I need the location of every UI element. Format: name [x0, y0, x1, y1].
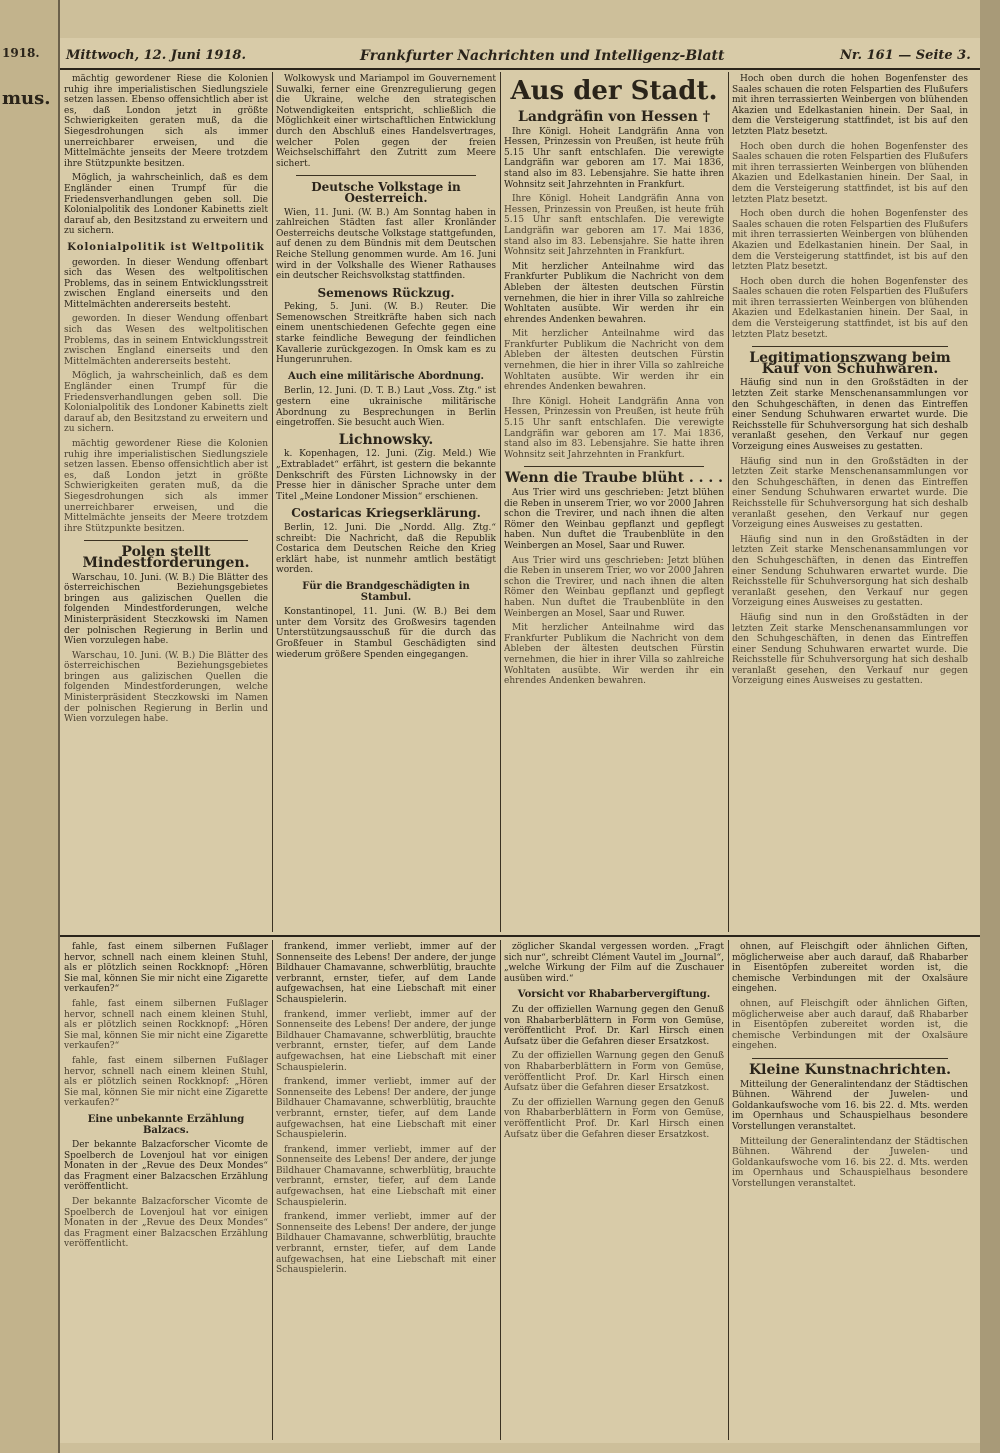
- article-text: Warschau, 10. Juni. (W. B.) Die Blätter des österreichischen Beziehungsgebietes bringen aus galizischen Quellen die folgenden Mindestforderungen, welche Ministerpräsident Steczkowski im Namen der polnischen Regierung in Berlin und Wien vorzulegen habe.: [64, 650, 268, 725]
- column-rule: [728, 940, 729, 1440]
- article-headline: Für die Brandgeschädigten in Stambul.: [302, 580, 470, 603]
- article-text: fahle, fast einem silbernen Fußlager hervor, schnell nach einem kleinen Stuhl, als er plötzlich seinen Rockknopf: „Hören Sie mal, können Sie mir nicht eine Zigarette verkaufen?“: [64, 998, 268, 1052]
- article-text: geworden. In dieser Wendung offenbart sich das Wesen des weltpolitischen Problems, das in seinem Entwicklungsstreit zwischen England einerseits und den Mittelmächten andererseits besteht.: [64, 257, 268, 310]
- article-text: frankend, immer verliebt, immer auf der Sonnenseite des Lebens! Der andere, der junge Bildhauer Chamavanne, schwerblütig, brauchte verbrannt, ernster, tiefer, auf dem Lande aufgewachsen, hat eine Liebschaft mit einer Schauspielerin.: [276, 1212, 496, 1276]
- article-text: frankend, immer verliebt, immer auf der Sonnenseite des Lebens! Der andere, der junge Bildhauer Chamavanne, schwerblütig, brauchte verbrannt, ernster, tiefer, auf dem Lande aufgewachsen, hat eine Liebschaft mit einer Schauspielerin.: [276, 1144, 496, 1208]
- article-headline: Deutsche Volkstage in Oesterreich.: [311, 180, 461, 205]
- article-headline: Semenows Rückzug.: [317, 285, 455, 300]
- article-text: Häufig sind nun in den Großstädten in der letzten Zeit starke Menschenansammlungen vor den Schuhgeschäften, in denen das Eintreffen einer Sendung Schuhwaren erwartet wurde. Die Reichsstelle für Schuhversorgung hat sich deshalb veranlaßt gesehen, den Verkauf nur gegen Vorzeigung eines Ausweises zu gestatten.: [732, 456, 968, 531]
- column-4: [732, 74, 968, 930]
- column-rule: [500, 72, 501, 932]
- article-text: Berlin, 12. Juni. Die „Nordd. Allg. Ztg.“ schreibt: Die Nachricht, daß die Republik Costarica dem Deutschen Reiche den Krieg erklärt habe, ist nunmehr amtlich bestätigt worden.: [276, 522, 496, 576]
- article-text: Aus Trier wird uns geschrieben: Jetzt blühen die Reben in unserem Trier, wo vor 2000 Jahren schon die Trevirer, und nach ihnen die alten Römer den Weinbau gepflanzt und gepflegt haben. Nun duftet die Traubenblüte in den Weinbergen an Mosel, Saar und Ruwer.: [504, 488, 724, 551]
- article-text: Wien, 11. Juni. (W. B.) Am Sonntag haben in zahlreichen Städten fast aller Kronländer Oesterreichs deutsche Volkstage stattgefunden, auf denen zu dem Bündnis mit dem Deutschen Reiche Stellung genommen wurde. Am 16. Juni wird in der Volkshalle des Wiener Rathauses ein deutscher Reichsvolkstag stattfinden.: [276, 207, 496, 282]
- article-text: Ihre Königl. Hoheit Landgräfin Anna von Hessen, Prinzessin von Preußen, ist heute früh 5.15 Uhr sanft entschlafen. Die verewigte Landgräfin war geboren am 17. Mai 1836, stand also im 83. Lebensjahre. Sie hatte ihren Wohnsitz seit Jahrzehnten in Frankfurt.: [504, 194, 724, 258]
- article-text: Hoch oben durch die hohen Bogenfenster des Saales schauen die roten Felspartien des Flußufers mit ihren terrassierten Weinbergen von blühenden Akazien und Edelkastanien hinein. Der Saal, in dem die Versteigerung stattfindet, ist bis auf den letzten Platz besetzt.: [732, 276, 968, 340]
- section-title: Aus der Stadt.: [510, 76, 718, 106]
- article-text: Möglich, ja wahrscheinlich, daß es dem Engländer einen Trumpf für die Friedensverhandlungen geben soll. Die Kolonialpolitik des Londoner Kabinetts zielt darauf ab, den Besitzstand zu erweitern und zu sichern.: [64, 173, 268, 237]
- article-text: Mit herzlicher Anteilnahme wird das Frankfurter Publikum die Nachricht von dem Ableben der ältesten deutschen Fürstin vernehmen, die hier in ihrer Villa so zahlreiche Wohltaten ausübte. Wir werden ihr ein ehrendes Andenken bewahren.: [504, 261, 724, 325]
- article-headline: Wenn die Traube blüht . . . .: [504, 470, 724, 487]
- column-2: [276, 74, 496, 930]
- article-headline: Eine unbekannte Erzählung Balzacs.: [87, 1113, 245, 1136]
- article-text: mächtig gewordener Riese die Kolonien ruhig ihre imperialistischen Siedlungsziele setzen lassen. Ebenso offensichtlich aber ist es, daß London jetzt in größte Schwierigkeiten geraten muß, da die Siegesdrohungen sich als immer unerreichbarer erweisen, und die Mittelmächte jenseits der Meere trotzdem ihre Stützpunkte besitzen.: [64, 439, 268, 534]
- article-text: ohnen, auf Fleischgift oder ähnlichen Giften, möglicherweise aber auch darauf, daß Rhabarber in Eisentöpfen zubereitet worden ist, die chemische Verbindungen mit der Oxalsäure eingehen.: [732, 942, 968, 995]
- article-headline: Legitimationszwang beim Kauf von Schuhwaren.: [749, 350, 951, 377]
- divider: [752, 1058, 948, 1059]
- feuilleton-column-3: [504, 942, 724, 1437]
- article-text: frankend, immer verliebt, immer auf der Sonnenseite des Lebens! Der andere, der junge Bildhauer Chamavanne, schwerblütig, brauchte verbrannt, ernster, tiefer, auf dem Lande aufgewachsen, hat eine Liebschaft mit einer Schauspielerin.: [276, 1009, 496, 1073]
- article-text: Ihre Königl. Hoheit Landgräfin Anna von Hessen, Prinzessin von Preußen, ist heute früh 5.15 Uhr sanft entschlafen. Die verewigte Landgräfin war geboren am 17. Mai 1836, stand also im 83. Lebensjahre. Sie hatte ihren Wohnsitz seit Jahrzehnten in Frankfurt.: [504, 126, 724, 190]
- article-text: Häufig sind nun in den Großstädten in der letzten Zeit starke Menschenansammlungen vor den Schuhgeschäften, in denen das Eintreffen einer Sendung Schuhwaren erwartet wurde. Die Reichsstelle für Schuhversorgung hat sich deshalb veranlaßt gesehen, den Verkauf nur gegen Vorzeigung eines Ausweises zu gestatten.: [732, 612, 968, 687]
- section-subhead: Kolonialpolitik ist Weltpolitik: [67, 241, 265, 253]
- article-text: Mit herzlicher Anteilnahme wird das Frankfurter Publikum die Nachricht von dem Ableben der ältesten deutschen Fürstin vernehmen, die hier in ihrer Villa so zahlreiche Wohltaten ausübte. Wir werden ihr ein ehrendes Andenken bewahren.: [504, 329, 724, 393]
- divider: [524, 466, 704, 467]
- article-headline: Landgräfin von Hessen †: [517, 109, 711, 125]
- masthead-date: Mittwoch, 12. Juni 1918.: [66, 48, 246, 63]
- article-text: Häufig sind nun in den Großstädten in der letzten Zeit starke Menschenansammlungen vor den Schuhgeschäften, in denen das Eintreffen einer Sendung Schuhwaren erwartet wurde. Die Reichsstelle für Schuhversorgung hat sich deshalb veranlaßt gesehen, den Verkauf nur gegen Vorzeigung eines Ausweises zu gestatten.: [732, 534, 968, 609]
- article-text: Zu der offiziellen Warnung gegen den Genuß von Rhabarberblättern in Form von Gemüse, veröffentlicht Prof. Dr. Karl Hirsch einen Aufsatz über die Gefahren dieser Ersatzkost.: [504, 1004, 724, 1047]
- article-text: Wolkowysk und Mariampol im Gouvernement Suwalki, ferner eine Grenzregulierung gegen die Ukraine, welche den strategischen Notwendigkeiten entspricht, schließlich die Möglichkeit einer wirtschaftlichen Entwicklung durch den Abschluß eines Handelsvertrages, welcher Polen gegen der freien Weichselschiffahrt den Zutritt zum Meere sichert.: [276, 74, 496, 169]
- article-headline: Vorsicht vor Rhabarbervergiftung.: [517, 989, 711, 1001]
- article-text: Ihre Königl. Hoheit Landgräfin Anna von Hessen, Prinzessin von Preußen, ist heute früh 5.15 Uhr sanft entschlafen. Die verewigte Landgräfin war geboren am 17. Mai 1836, stand also im 83. Lebensjahre. Sie hatte ihren Wohnsitz seit Jahrzehnten in Frankfurt.: [504, 396, 724, 460]
- adjacent-page-strip: [0, 0, 60, 1453]
- article-text: Möglich, ja wahrscheinlich, daß es dem Engländer einen Trumpf für die Friedensverhandlungen geben soll. Die Kolonialpolitik des Londoner Kabinetts zielt darauf ab, den Besitzstand zu erweitern und zu sichern.: [64, 371, 268, 435]
- divider: [752, 346, 948, 347]
- article-headline: Lichnowsky.: [338, 431, 434, 448]
- article-text: Hoch oben durch die hohen Bogenfenster des Saales schauen die roten Felspartien des Flußufers mit ihren terrassierten Weinbergen von blühenden Akazien und Edelkastanien hinein. Der Saal, in dem die Versteigerung stattfindet, ist bis auf den letzten Platz besetzt.: [732, 141, 968, 205]
- article-text: frankend, immer verliebt, immer auf der Sonnenseite des Lebens! Der andere, der junge Bildhauer Chamavanne, schwerblütig, brauchte verbrannt, ernster, tiefer, auf dem Lande aufgewachsen, hat eine Liebschaft mit einer Schauspielerin.: [276, 1077, 496, 1141]
- article-text: Mitteilung der Generalintendanz der Städtischen Bühnen. Während der Juwelen- und Goldankaufswoche vom 16. bis 22. d. Mts. werden im Opernhaus und Schauspielhaus besondere Vorstellungen veranstaltet.: [732, 1136, 968, 1189]
- article-text: geworden. In dieser Wendung offenbart sich das Wesen des weltpolitischen Problems, das in seinem Entwicklungsstreit zwischen England einerseits und den Mittelmächten andererseits besteht.: [64, 314, 268, 367]
- article-headline: Polen stellt Mindestforderungen.: [82, 544, 250, 571]
- column-1: [64, 74, 268, 930]
- column-3: [504, 74, 724, 930]
- page-edge: [980, 0, 1000, 1453]
- article-text: Warschau, 10. Juni. (W. B.) Die Blätter des österreichischen Beziehungsgebietes bringen aus galizischen Quellen die folgenden Mindestforderungen, welche Ministerpräsident Steczkowski im Namen der polnischen Regierung in Berlin und Wien vorzulegen habe.: [64, 572, 268, 647]
- article-headline: Auch eine militärische Abordnung.: [287, 370, 485, 382]
- masthead-page: Nr. 161 — Seite 3.: [840, 48, 971, 63]
- column-rule: [272, 940, 273, 1440]
- column-rule: [728, 72, 729, 932]
- article-text: frankend, immer verliebt, immer auf der Sonnenseite des Lebens! Der andere, der junge Bildhauer Chamavanne, schwerblütig, brauchte verbrannt, ernster, tiefer, auf dem Lande aufgewachsen, hat eine Liebschaft mit einer Schauspielerin.: [276, 942, 496, 1005]
- divider: [84, 540, 248, 541]
- article-text: Hoch oben durch die hohen Bogenfenster des Saales schauen die roten Felspartien des Flußufers mit ihren terrassierten Weinbergen von blühenden Akazien und Edelkastanien hinein. Der Saal, in dem die Versteigerung stattfindet, ist bis auf den letzten Platz besetzt.: [732, 74, 968, 137]
- article-text: Peking, 5. Juni. (W. B.) Reuter. Die Semenowschen Streitkräfte haben sich nach einem unentschiedenen Gefechte gegen eine starke feindliche Bewegung der feindlichen Kavallerie zurückgezogen. In Omsk kam es zu Hungerunruhen.: [276, 302, 496, 366]
- article-text: k. Kopenhagen, 12. Juni. (Zig. Meld.) Wie „Extrabladet“ erfährt, ist gestern die bekannte Denkschrift des Fürsten Lichnowsky in der Presse hier in dänischer Sprache unter dem Titel „Meine Londoner Mission“ erschienen.: [276, 449, 496, 502]
- article-text: Aus Trier wird uns geschrieben: Jetzt blühen die Reben in unserem Trier, wo vor 2000 Jahren schon die Trevirer, und nach ihnen die alten Römer den Weinbau gepflanzt und gepflegt haben. Nun duftet die Traubenblüte in den Weinbergen an Mosel, Saar und Ruwer.: [504, 555, 724, 619]
- adjacent-year: 1918.: [2, 46, 40, 60]
- article-text: Zu der offiziellen Warnung gegen den Genuß von Rhabarberblättern in Form von Gemüse, veröffentlicht Prof. Dr. Karl Hirsch einen Aufsatz über die Gefahren dieser Ersatzkost.: [504, 1097, 724, 1140]
- feuilleton-column-1: [64, 942, 268, 1437]
- article-text: fahle, fast einem silbernen Fußlager hervor, schnell nach einem kleinen Stuhl, als er plötzlich seinen Rockknopf: „Hören Sie mal, können Sie mir nicht eine Zigarette verkaufen?“: [64, 1055, 268, 1109]
- feuilleton-rule: [60, 935, 980, 937]
- article-text: Berlin, 12. Juni. (D. T. B.) Laut „Voss. Ztg.“ ist gestern eine ukrainische militärische Abordnung zu Besprechungen in Berlin eingetroffen. Sie besucht auch Wien.: [276, 386, 496, 429]
- article-text: zöglicher Skandal vergessen worden. „Fragt sich nur“, schreibt Clément Vautel im „Journal“, „welche Wirkung der Film auf die Zuschauer ausüben wird.“: [504, 942, 724, 984]
- article-text: fahle, fast einem silbernen Fußlager hervor, schnell nach einem kleinen Stuhl, als er plötzlich seinen Rockknopf: „Hören Sie mal, können Sie mir nicht eine Zigarette verkaufen?“: [64, 942, 268, 995]
- divider: [296, 175, 476, 176]
- article-text: Der bekannte Balzacforscher Vicomte de Spoelberch de Lovenjoul hat vor einigen Monaten in der „Revue des Deux Mondes“ das Fragment einer Balzacschen Erzählung veröffentlicht.: [64, 1140, 268, 1193]
- article-text: Mit herzlicher Anteilnahme wird das Frankfurter Publikum die Nachricht von dem Ableben der ältesten deutschen Fürstin vernehmen, die hier in ihrer Villa so zahlreiche Wohltaten ausübte. Wir werden ihr ein ehrendes Andenken bewahren.: [504, 623, 724, 687]
- article-text: mächtig gewordener Riese die Kolonien ruhig ihre imperialistischen Siedlungsziele setzen lassen. Ebenso offensichtlich aber ist es, daß London jetzt in größte Schwierigkeiten geraten muß, da die Siegesdrohungen sich als immer unerreichbarer erweisen, und die Mittelmächte jenseits der Meere trotzdem ihre Stützpunkte besitzen.: [64, 74, 268, 169]
- article-text: Mitteilung der Generalintendanz der Städtischen Bühnen. Während der Juwelen- und Goldankaufswoche vom 16. bis 22. d. Mts. werden im Opernhaus und Schauspielhaus besondere Vorstellungen veranstaltet.: [732, 1079, 968, 1132]
- column-rule: [272, 72, 273, 932]
- article-text: Konstantinopel, 11. Juni. (W. B.) Bei dem unter dem Vorsitz des Großwesirs tagenden Unterstützungsausschuß für die durch das Großfeuer in Stambul Geschädigten sind wiederum größere Spenden eingegangen.: [276, 607, 496, 660]
- feuilleton-column-4: [732, 942, 968, 1437]
- article-headline: Costaricas Kriegserklärung.: [291, 506, 481, 521]
- article-headline: Kleine Kunstnachrichten.: [748, 1061, 951, 1078]
- article-text: Hoch oben durch die hohen Bogenfenster des Saales schauen die roten Felspartien des Flußufers mit ihren terrassierten Weinbergen von blühenden Akazien und Edelkastanien hinein. Der Saal, in dem die Versteigerung stattfindet, ist bis auf den letzten Platz besetzt.: [732, 209, 968, 273]
- article-text: ohnen, auf Fleischgift oder ähnlichen Giften, möglicherweise aber auch darauf, daß Rhabarber in Eisentöpfen zubereitet worden ist, die chemische Verbindungen mit der Oxalsäure eingehen.: [732, 998, 968, 1052]
- column-rule: [500, 940, 501, 1440]
- masthead: [60, 44, 980, 70]
- feuilleton-column-2: [276, 942, 496, 1437]
- article-text: Der bekannte Balzacforscher Vicomte de Spoelberch de Lovenjoul hat vor einigen Monaten in der „Revue des Deux Mondes“ das Fragment einer Balzacschen Erzählung veröffentlicht.: [64, 1197, 268, 1250]
- article-text: Häufig sind nun in den Großstädten in der letzten Zeit starke Menschenansammlungen vor den Schuhgeschäften, in denen das Eintreffen einer Sendung Schuhwaren erwartet wurde. Die Reichsstelle für Schuhversorgung hat sich deshalb veranlaßt gesehen, den Verkauf nur gegen Vorzeigung eines Ausweises zu gestatten.: [732, 378, 968, 452]
- article-text: Zu der offiziellen Warnung gegen den Genuß von Rhabarberblättern in Form von Gemüse, veröffentlicht Prof. Dr. Karl Hirsch einen Aufsatz über die Gefahren dieser Ersatzkost.: [504, 1051, 724, 1094]
- masthead-title: Frankfurter Nachrichten und Intelligenz-Blatt: [360, 48, 725, 64]
- adjacent-fragment: mus.: [2, 88, 51, 109]
